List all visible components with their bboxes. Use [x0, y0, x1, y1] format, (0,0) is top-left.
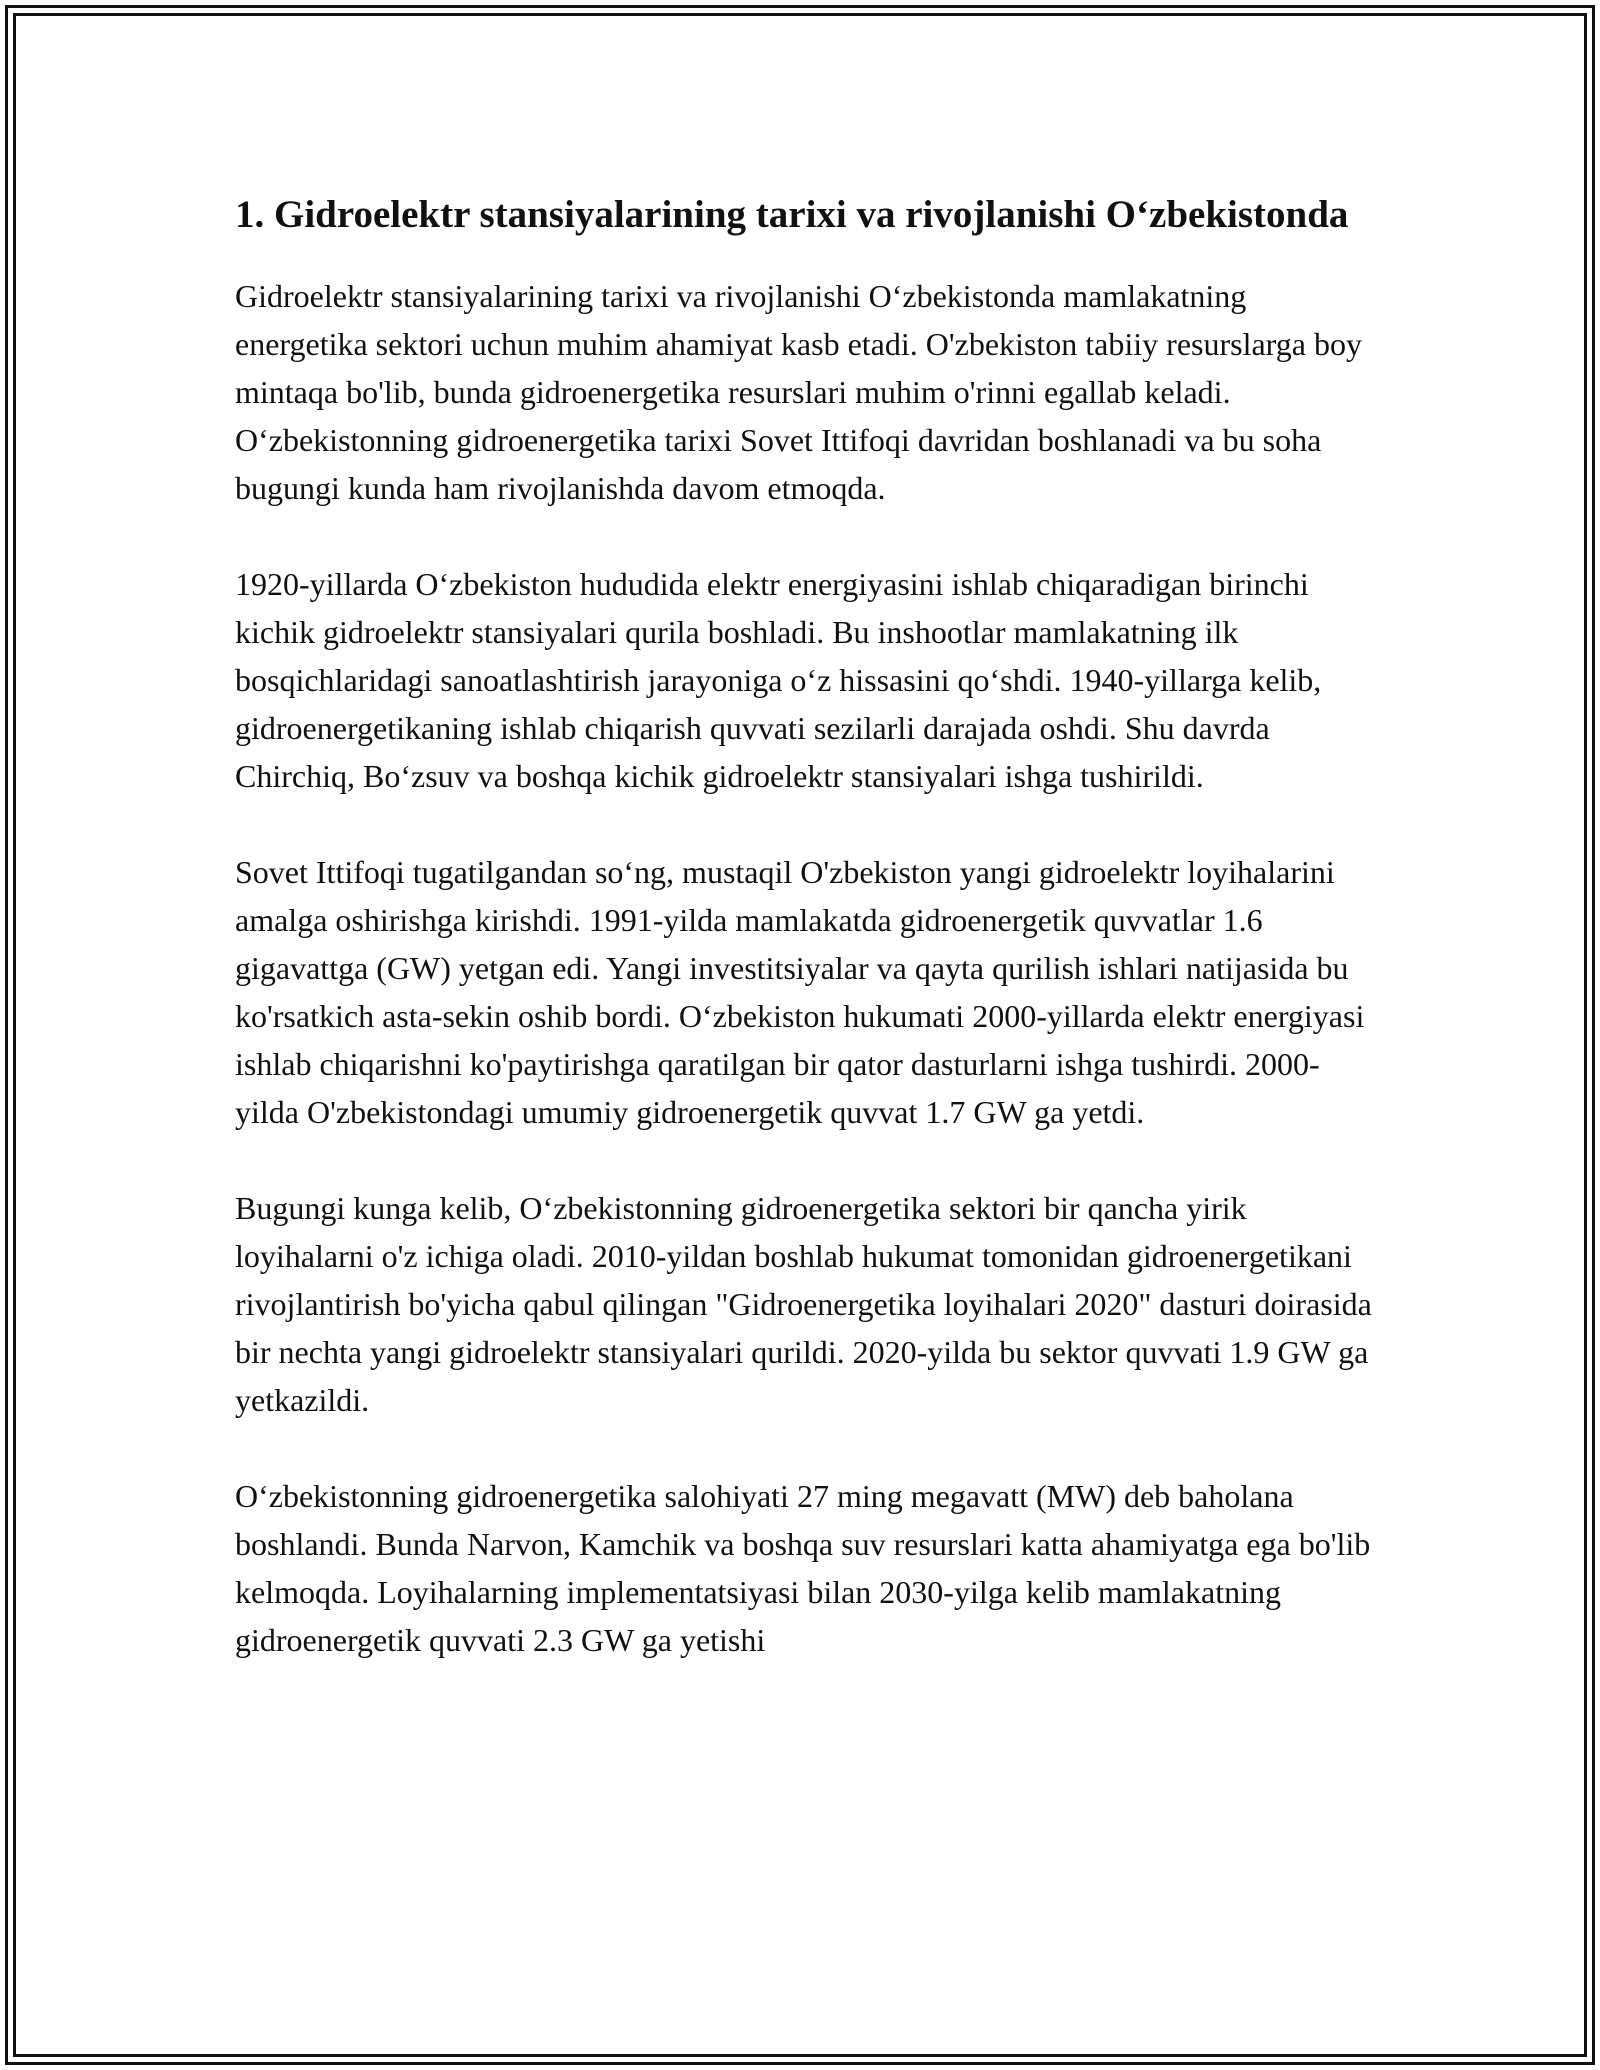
document-body: [235, 188, 1380, 1712]
paragraph-3: Sovet Ittifoqi tugatilgandan so‘ng, mustaqil O'zbekiston yangi gidroelektr loyihalarini amalga oshirishga kirishdi. 1991-yilda mamlakatda gidroenergetik quvvatlar 1.6 gigavattga (GW) yetgan edi. Yangi investitsiyalar va qayta qurilish ishlari natijasida bu ko'rsatkich asta-sekin oshib bordi. O‘zbekiston hukumati 2000-yillarda elektr energiyasi ishlab chiqarishni ko'paytirishga qaratilgan bir qator dasturlarni ishga tushirdi. 2000-yilda O'zbekistondagi umumiy gidroenergetik quvvat 1.7 GW ga yetdi.: [235, 854, 1365, 1130]
paragraph-2: 1920-yillarda O‘zbekiston hududida elektr energiyasini ishlab chiqaradigan birinchi kichik gidroelektr stansiyalari qurila boshladi. Bu inshootlar mamlakatning ilk bosqichlaridagi sanoatlashtirish jarayoniga o‘z hissasini qo‘shdi. 1940-yillarga kelib, gidroenergetikaning ishlab chiqarish quvvati sezilarli darajada oshdi. Shu davrda Chirchiq, Bo‘zsuv va boshqa kichik gidroelektr stansiyalari ishga tushirildi.: [235, 566, 1322, 794]
page-title: 1. Gidroelektr stansiyalarining tarixi va rivojlanishi O‘zbekistonda: [235, 193, 1349, 236]
paragraph-4: Bugungi kunga kelib, O‘zbekistonning gidroenergetika sektori bir qancha yirik loyihalarni o'z ichiga oladi. 2010-yildan boshlab hukumat tomonidan gidroenergetikani rivojlantirish bo'yicha qabul qilingan "Gidroenergetika loyihalari 2020" dasturi doirasida bir nechta yangi gidroelektr stansiyalari qurildi. 2020-yilda bu sektor quvvati 1.9 GW ga yetkazildi.: [235, 1190, 1372, 1418]
paragraph-1: Gidroelektr stansiyalarining tarixi va rivojlanishi O‘zbekistonda mamlakatning energetika sektori uchun muhim ahamiyat kasb etadi. O'zbekiston tabiiy resurslarga boy mintaqa bo'lib, bunda gidroenergetika resurslari muhim o'rinni egallab keladi. O‘zbekistonning gidroenergetika tarixi Sovet Ittifoqi davridan boshlanadi va bu soha bugungi kunda ham rivojlanishda davom etmoqda.: [235, 278, 1362, 506]
paragraph-5: O‘zbekistonning gidroenergetika salohiyati 27 ming megavatt (MW) deb baholana boshlandi. Bunda Narvon, Kamchik va boshqa suv resurslari katta ahamiyatga ega bo'lib kelmoqda. Loyihalarning implementatsiyasi bilan 2030-yilga kelib mamlakatning gidroenergetik quvvati 2.3 GW ga yetishi: [235, 1478, 1371, 1658]
